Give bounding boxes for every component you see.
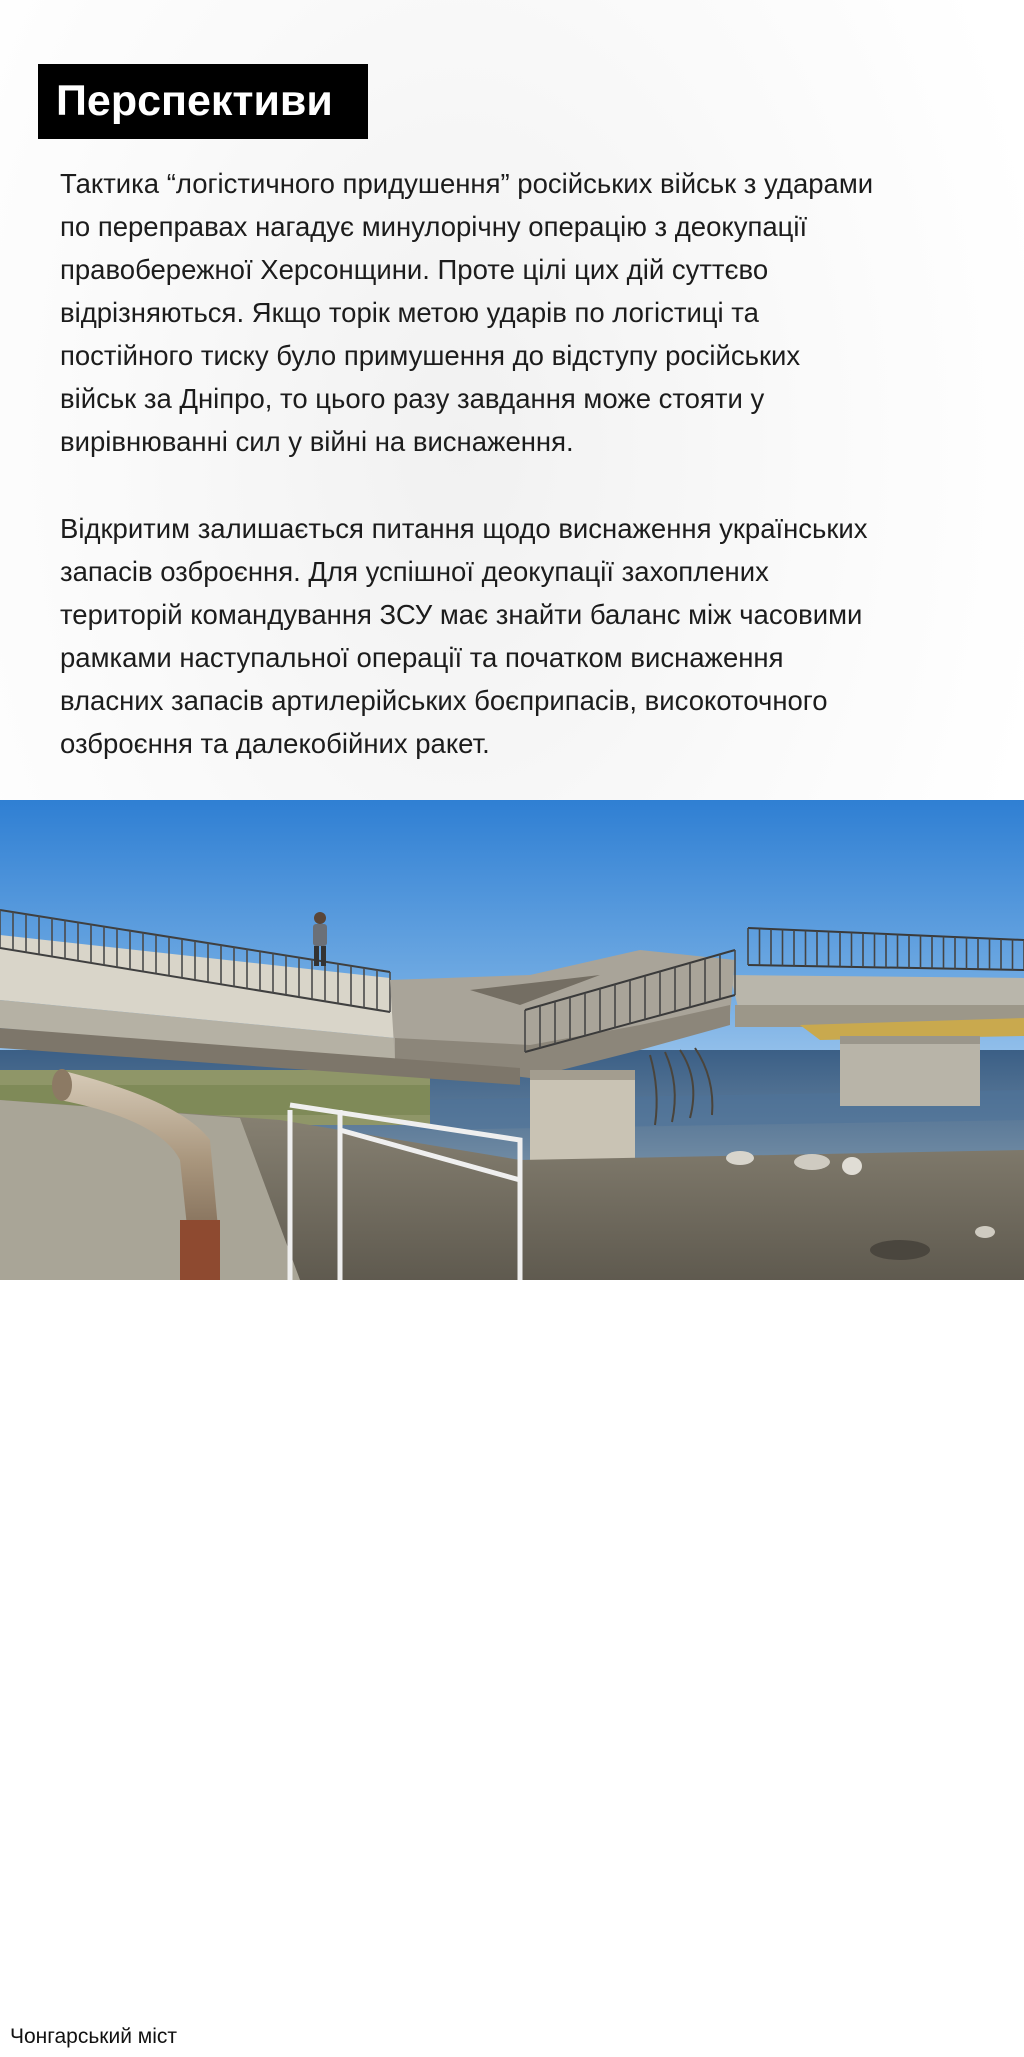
paragraph-line: Відкритим залишається питання щодо виснаження українських <box>60 513 868 544</box>
paragraph-line: відрізняються. Якщо торік метою ударів по логістиці та <box>60 297 759 328</box>
paragraph-2 <box>60 507 1000 765</box>
paragraph-line: постійного тиску було примушення до відступу російських <box>60 340 801 371</box>
paragraph-line: правобережної Херсонщини. Проте цілі цих дій суттєво <box>60 254 769 285</box>
paragraph-line: рамками наступальної операції та початком виснаження <box>60 642 784 673</box>
paragraph-line: озброєння та далекобійних ракет. <box>60 728 490 759</box>
paragraph-line: військ за Дніпро, то цього разу завдання може стояти у <box>60 383 765 414</box>
paragraph-line: вирівнюванні сил у війні на виснаження. <box>60 426 574 457</box>
paragraph-line: власних запасів артилерійських боєприпасів, високоточного <box>60 685 828 716</box>
bridge-photo <box>0 800 1024 2048</box>
paragraph-line: запасів озброєння. Для успішної деокупації захоплених <box>60 556 769 587</box>
paragraph-line: Тактика “логістичного придушення” російських військ з ударами <box>60 168 874 199</box>
photo-caption: Чонгарський міст <box>0 2017 187 2057</box>
paragraph-1 <box>60 162 1000 463</box>
paragraph-line: по переправах нагадує минулорічну операцію з деокупації <box>60 211 808 242</box>
section-title: Перспективи <box>38 64 368 139</box>
paragraph-line: територій командування ЗСУ має знайти баланс між часовими <box>60 599 863 630</box>
